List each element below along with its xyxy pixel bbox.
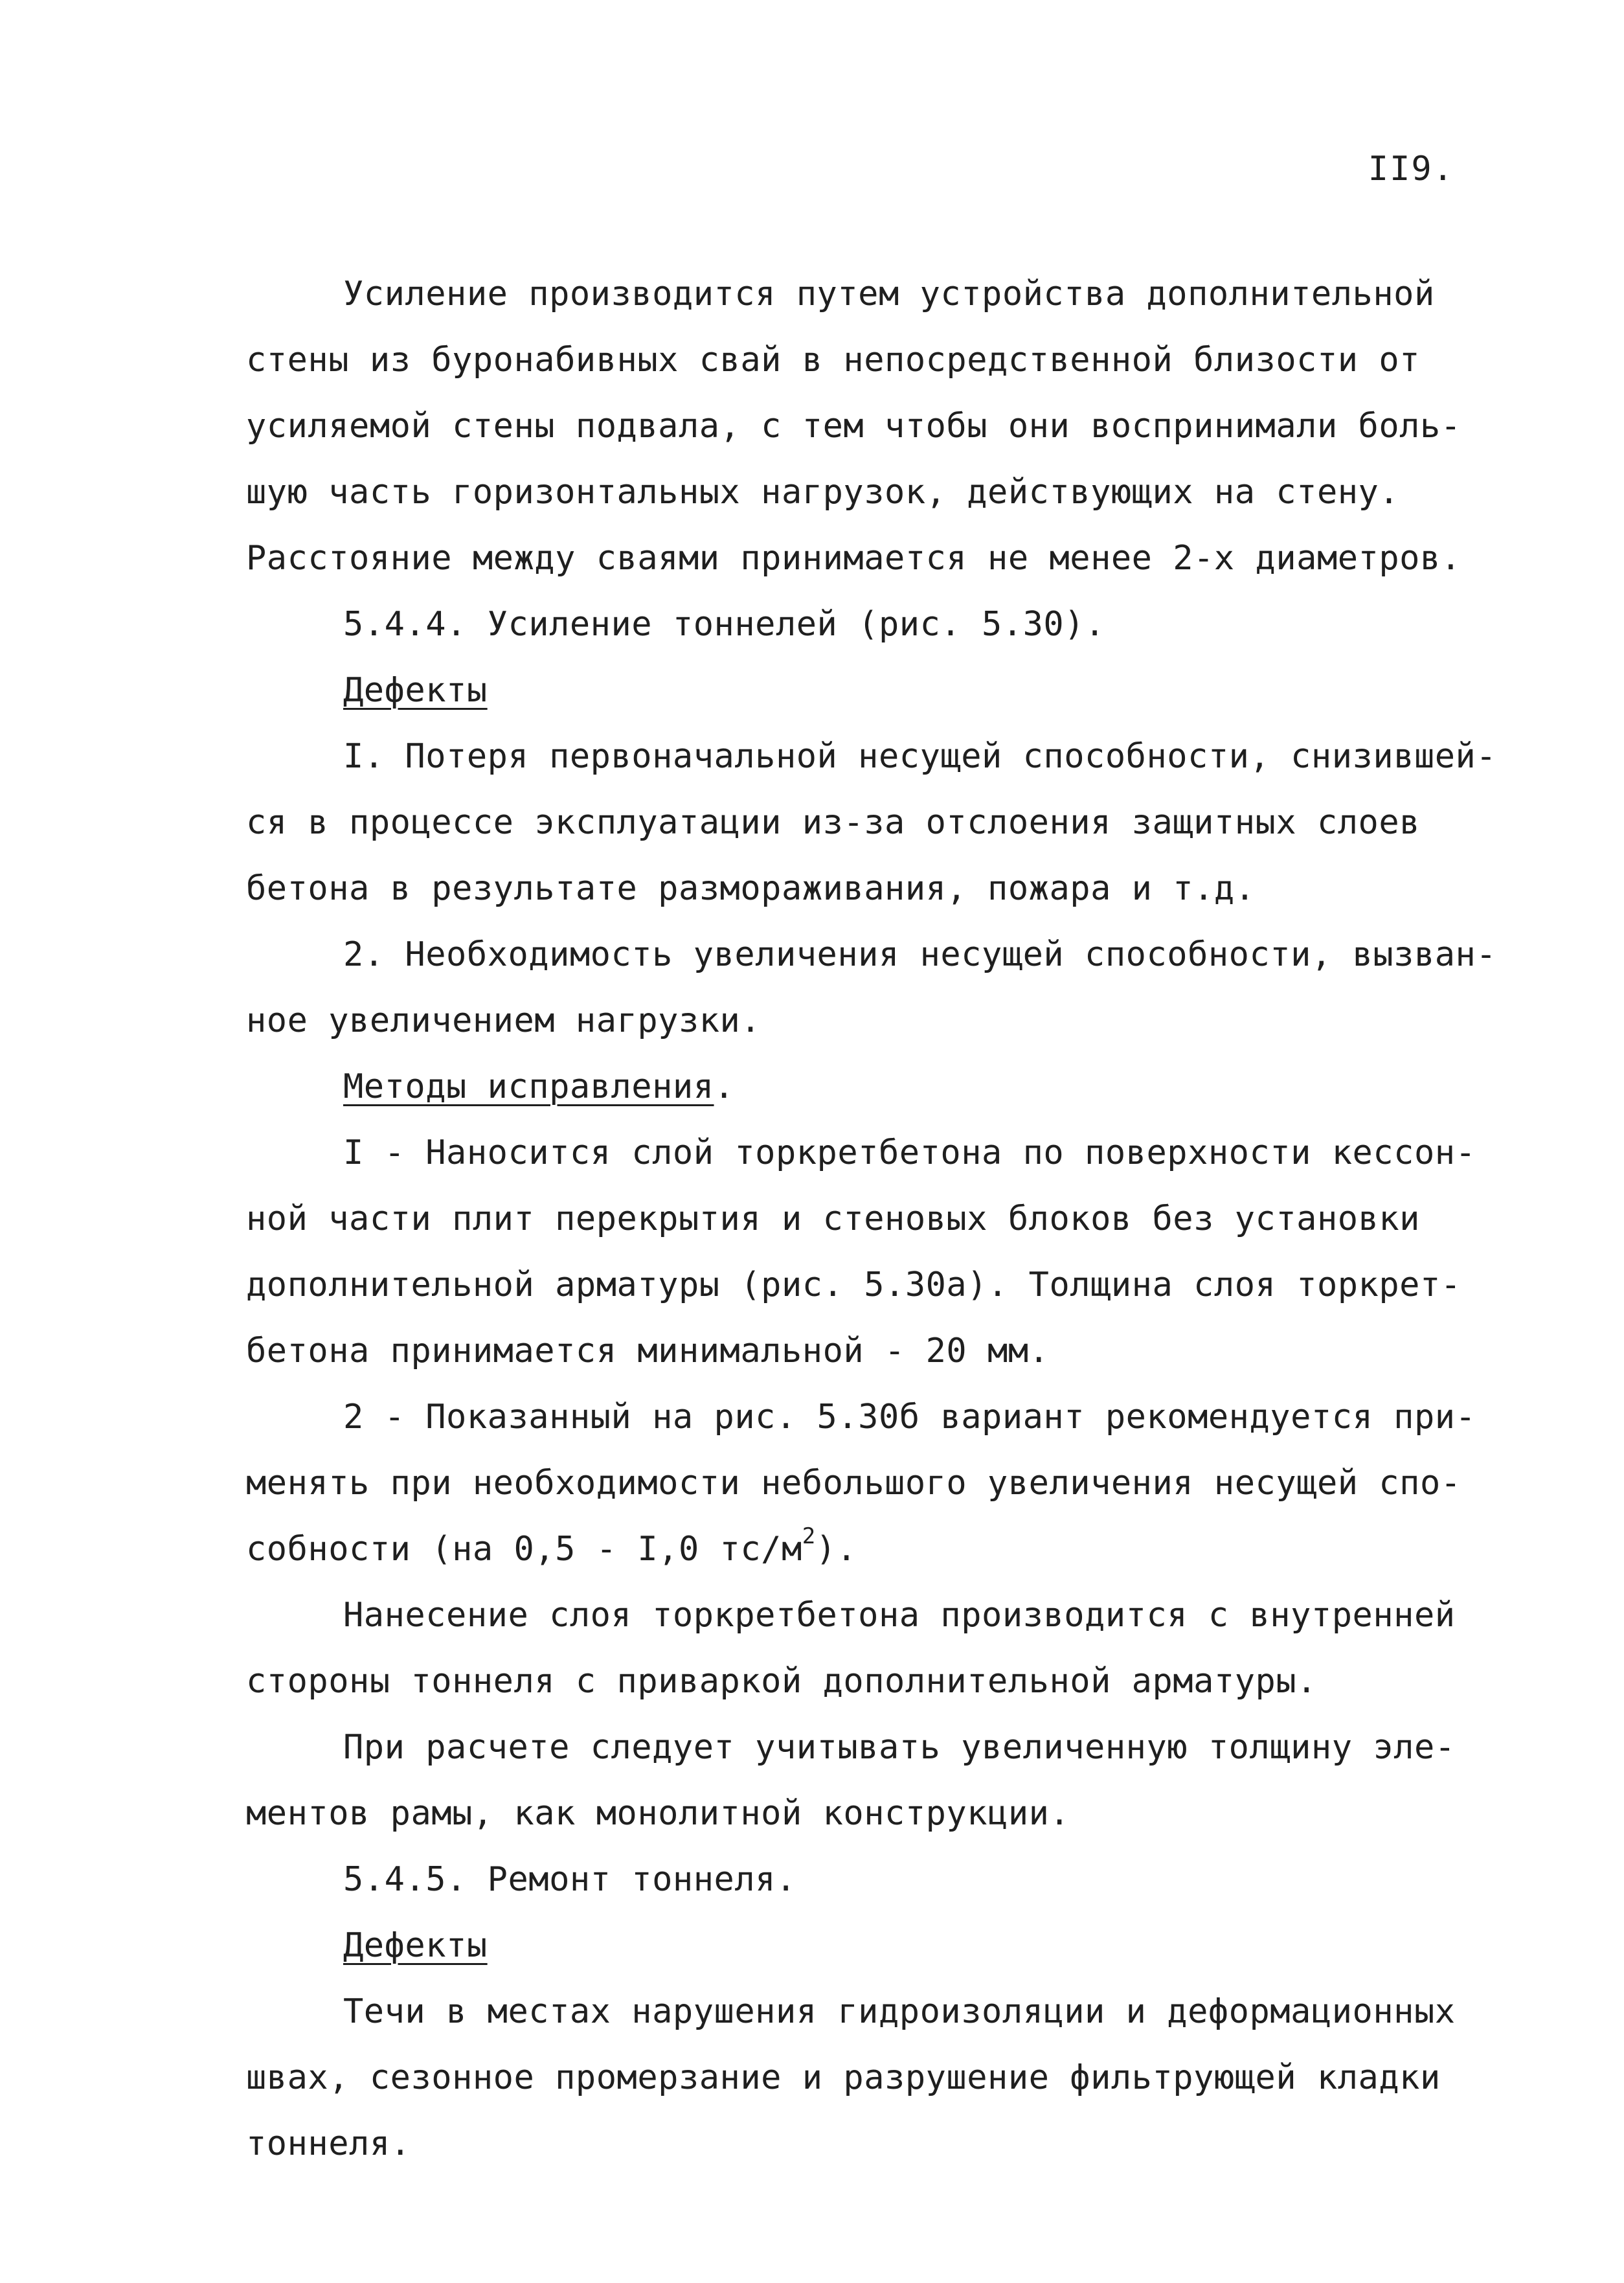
- paragraph-line: 2. Необходимость увеличения несущей способности, вызван-: [343, 935, 1497, 974]
- formula-end: ).: [815, 1530, 857, 1569]
- paragraph-line: стены из буронабивных свай в непосредственной близости от: [246, 341, 1420, 380]
- subsection-heading: Дефекты: [343, 671, 488, 710]
- superscript-exponent: 2: [802, 1523, 816, 1549]
- paragraph-line: ной части плит перекрытия и стеновых блоков без установки: [246, 1199, 1420, 1238]
- paragraph-line: Усиление производится путем устройства дополнительной: [343, 275, 1435, 313]
- paragraph-line: ся в процессе эксплуатации из-за отслоения защитных слоев: [246, 803, 1420, 842]
- paragraph-line-with-superscript: [246, 1523, 857, 1569]
- page-number: II9.: [1368, 150, 1454, 188]
- paragraph-line: Течи в местах нарушения гидроизоляции и деформационных: [343, 1992, 1456, 2031]
- paragraph-line: дополнительной арматуры (рис. 5.30а). Толщина слоя торкрет-: [246, 1266, 1461, 1304]
- paragraph-line: стороны тоннеля с приваркой дополнительной арматуры.: [246, 1662, 1317, 1701]
- paragraph-line: бетона в результате размораживания, пожара и т.д.: [246, 869, 1256, 908]
- paragraph-line: Расстояние между сваями принимается не менее 2-х диаметров.: [246, 539, 1461, 578]
- subsection-heading: Дефекты: [343, 1926, 488, 1965]
- paragraph-line: ментов рамы, как монолитной конструкции.: [246, 1794, 1070, 1833]
- paragraph-line: менять при необходимости небольшого увеличения несущей спо-: [246, 1464, 1461, 1503]
- formula-text: собности (на 0,5 - I,0 тс/м: [246, 1530, 802, 1569]
- paragraph-line: I - Наносится слой торкретбетона по поверхности кессон-: [343, 1133, 1476, 1172]
- paragraph-line: швах, сезонное промерзание и разрушение фильтрующей кладки: [246, 2058, 1441, 2097]
- paragraph-line: бетона принимается минимальной - 20 мм.: [246, 1332, 1050, 1370]
- paragraph-line: I. Потеря первоначальной несущей способности, снизившей-: [343, 737, 1497, 776]
- paragraph-line: 2 - Показанный на рис. 5.30б вариант рекомендуется при-: [343, 1398, 1476, 1437]
- heading-period: .: [714, 1067, 735, 1106]
- section-heading: 5.4.5. Ремонт тоннеля.: [343, 1860, 796, 1899]
- paragraph-line: ное увеличением нагрузки.: [246, 1001, 761, 1040]
- paragraph-line: При расчете следует учитывать увеличенную толщину эле-: [343, 1728, 1456, 1767]
- paragraph-line: усиляемой стены подвала, с тем чтобы они воспринимали боль-: [246, 407, 1461, 446]
- paragraph-line: шую часть горизонтальных нагрузок, действующих на стену.: [246, 473, 1400, 512]
- paragraph-line: Нанесение слоя торкретбетона производится с внутренней: [343, 1596, 1456, 1635]
- section-heading: 5.4.4. Усиление тоннелей (рис. 5.30).: [343, 605, 1105, 644]
- paragraph-line: тоннеля.: [246, 2124, 411, 2163]
- subsection-heading-line: [343, 1067, 735, 1106]
- subsection-heading: Методы исправления: [343, 1067, 714, 1106]
